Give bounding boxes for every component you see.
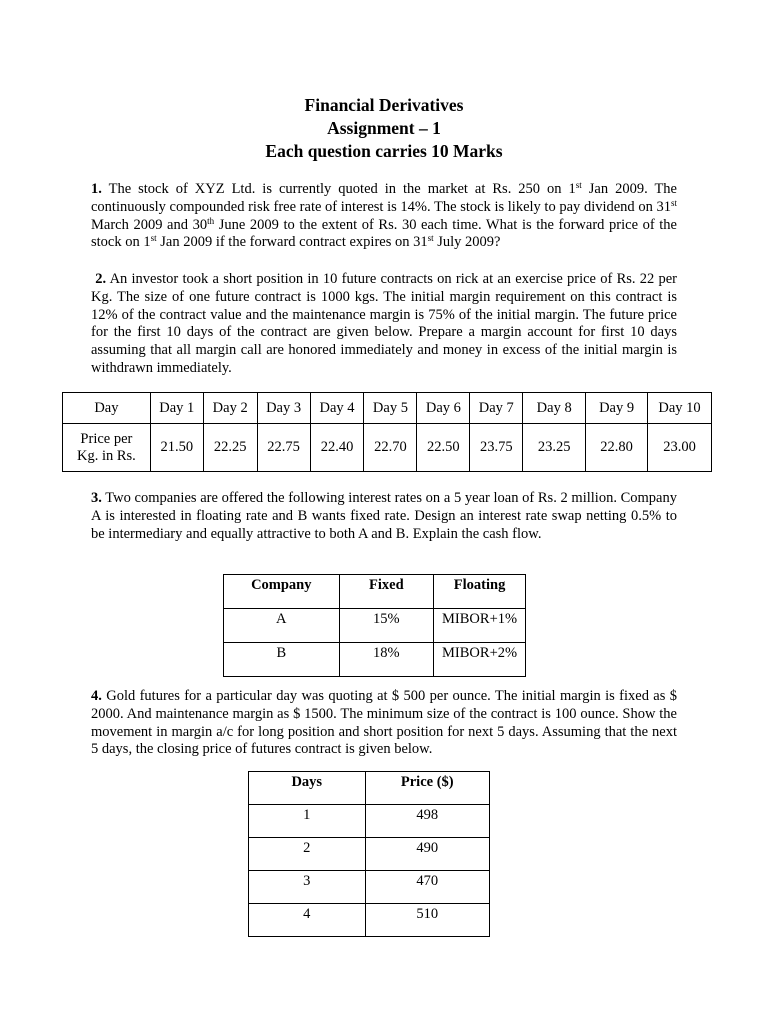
question-1-number: 1. — [91, 181, 102, 197]
table-row — [249, 904, 490, 937]
table-header-cell: Day 2 — [203, 393, 257, 424]
document-header — [0, 94, 768, 163]
table-cell: 21.50 — [150, 424, 203, 472]
table-cell: A — [224, 609, 340, 643]
table-cell: 23.75 — [470, 424, 523, 472]
assignment-title: Assignment – 1 — [327, 118, 441, 138]
table-header-cell: Day 8 — [523, 393, 586, 424]
table-header-cell: Day 5 — [364, 393, 417, 424]
question-3-number: 3. — [91, 490, 102, 506]
table-header-cell: Day 7 — [470, 393, 523, 424]
table-cell: 22.25 — [203, 424, 257, 472]
table-cell: 22.50 — [417, 424, 470, 472]
question-1-text-part: Jan 2009 if the forward contract expires on 31 — [156, 234, 428, 251]
question-1-text-part: Jan 2009. The continuously compounded risk free rate of interest is 14%. The stock is likely to pay dividend on 31 — [91, 181, 677, 215]
table-row — [224, 609, 526, 643]
table-row — [224, 643, 526, 677]
table-cell: MIBOR+2% — [434, 643, 526, 677]
question-3-text: Two companies are offered the following interest rates on a 5 year loan of Rs. 2 million. Company A is interested in floating rate and B wants fixed rate. Design an interest rate swap netting 0.5% to be intermediary and equally attractive to both A and B. Explain the cash flow. — [91, 490, 677, 542]
question-4-text: Gold futures for a particular day was quoting at $ 500 per ounce. The initial margin is fixed as $ 2000. And maintenance margin as $ 1500. The minimum size of the contract is 100 ounce. Show the movement in margin a/c for long position and short position for next 5 days. Assuming that the next 5 days, the closing price of futures contract is given below. — [91, 688, 677, 758]
table-row — [249, 871, 490, 904]
table-cell: 23.00 — [648, 424, 712, 472]
table-cell: 2 — [249, 838, 366, 871]
question-2-number: 2. — [95, 271, 107, 287]
question-3 — [91, 490, 677, 543]
table-cell: 510 — [365, 904, 489, 937]
table-header-cell: Day 6 — [417, 393, 470, 424]
question-4 — [91, 688, 677, 759]
table-header-cell: Day 1 — [150, 393, 203, 424]
question-1 — [91, 181, 677, 252]
table-row — [63, 393, 712, 424]
table-header-cell: Day 3 — [257, 393, 310, 424]
question-2 — [91, 271, 677, 378]
table-header-cell: Day 4 — [310, 393, 364, 424]
table-row — [63, 424, 712, 472]
table-cell: 22.70 — [364, 424, 417, 472]
table-cell: B — [224, 643, 340, 677]
q4-price-table — [248, 771, 490, 937]
table-cell: 18% — [339, 643, 434, 677]
price-header-line: Kg. in Rs. — [76, 447, 136, 464]
table-header-cell: Floating — [434, 575, 526, 609]
ordinal-suffix: st — [670, 197, 677, 208]
table-cell: 22.40 — [310, 424, 364, 472]
table-cell: 490 — [365, 838, 489, 871]
table-header-cell: Price ($) — [365, 772, 489, 805]
table-cell: 23.25 — [523, 424, 586, 472]
table-row — [249, 772, 490, 805]
table-cell: MIBOR+1% — [434, 609, 526, 643]
table-cell: 22.80 — [586, 424, 648, 472]
ordinal-suffix: st — [150, 233, 157, 244]
table-cell: 4 — [249, 904, 366, 937]
table-row — [249, 838, 490, 871]
question-1-text-part: June 2009 to the extent of Rs. 30 each time. What is the forward price of the stock on 1 — [91, 216, 677, 251]
question-2-text: An investor took a short position in 10 future contracts on rick at an exercise price of Rs. 22 per Kg. The size of one future contract is 1000 kgs. The initial margin requirement on this contract is 12% of the contract value and the maintenance margin is 75% of the initial margin. The future price for the first 10 days of the contract are given below. Prepare a margin account for first 10 days assuming that all margin call are honored immediately and money in excess of the initial margin is withdrawn immediately. — [91, 271, 678, 376]
table-row-header-cell — [63, 424, 151, 472]
table-row — [249, 805, 490, 838]
question-1-text-part: March 2009 and 30 — [91, 216, 208, 233]
ordinal-suffix: st — [575, 180, 582, 190]
ordinal-suffix: th — [207, 215, 215, 226]
ordinal-suffix: st — [427, 233, 434, 244]
q2-price-table — [62, 392, 712, 472]
table-header-cell: Day — [63, 393, 151, 424]
table-cell: 498 — [365, 805, 489, 838]
table-cell: 3 — [249, 871, 366, 904]
table-cell: 470 — [365, 871, 489, 904]
course-title: Financial Derivatives — [304, 95, 464, 115]
question-1-text-part: July 2009? — [433, 234, 501, 251]
marks-note: Each question carries 10 Marks — [265, 141, 503, 161]
table-header-cell: Day 10 — [648, 393, 712, 424]
price-header-line: Price per — [80, 430, 133, 447]
table-row — [224, 575, 526, 609]
question-4-number: 4. — [91, 688, 102, 704]
table-header-cell: Day 9 — [586, 393, 648, 424]
q3-rates-table — [223, 574, 526, 677]
question-1-text-part: The stock of XYZ Ltd. is currently quoted in the market at Rs. 250 on 1 — [101, 181, 576, 197]
table-header-cell: Fixed — [339, 575, 434, 609]
table-cell: 22.75 — [257, 424, 310, 472]
table-cell: 1 — [249, 805, 366, 838]
table-header-cell: Days — [249, 772, 366, 805]
table-header-cell: Company — [224, 575, 340, 609]
table-cell: 15% — [339, 609, 434, 643]
